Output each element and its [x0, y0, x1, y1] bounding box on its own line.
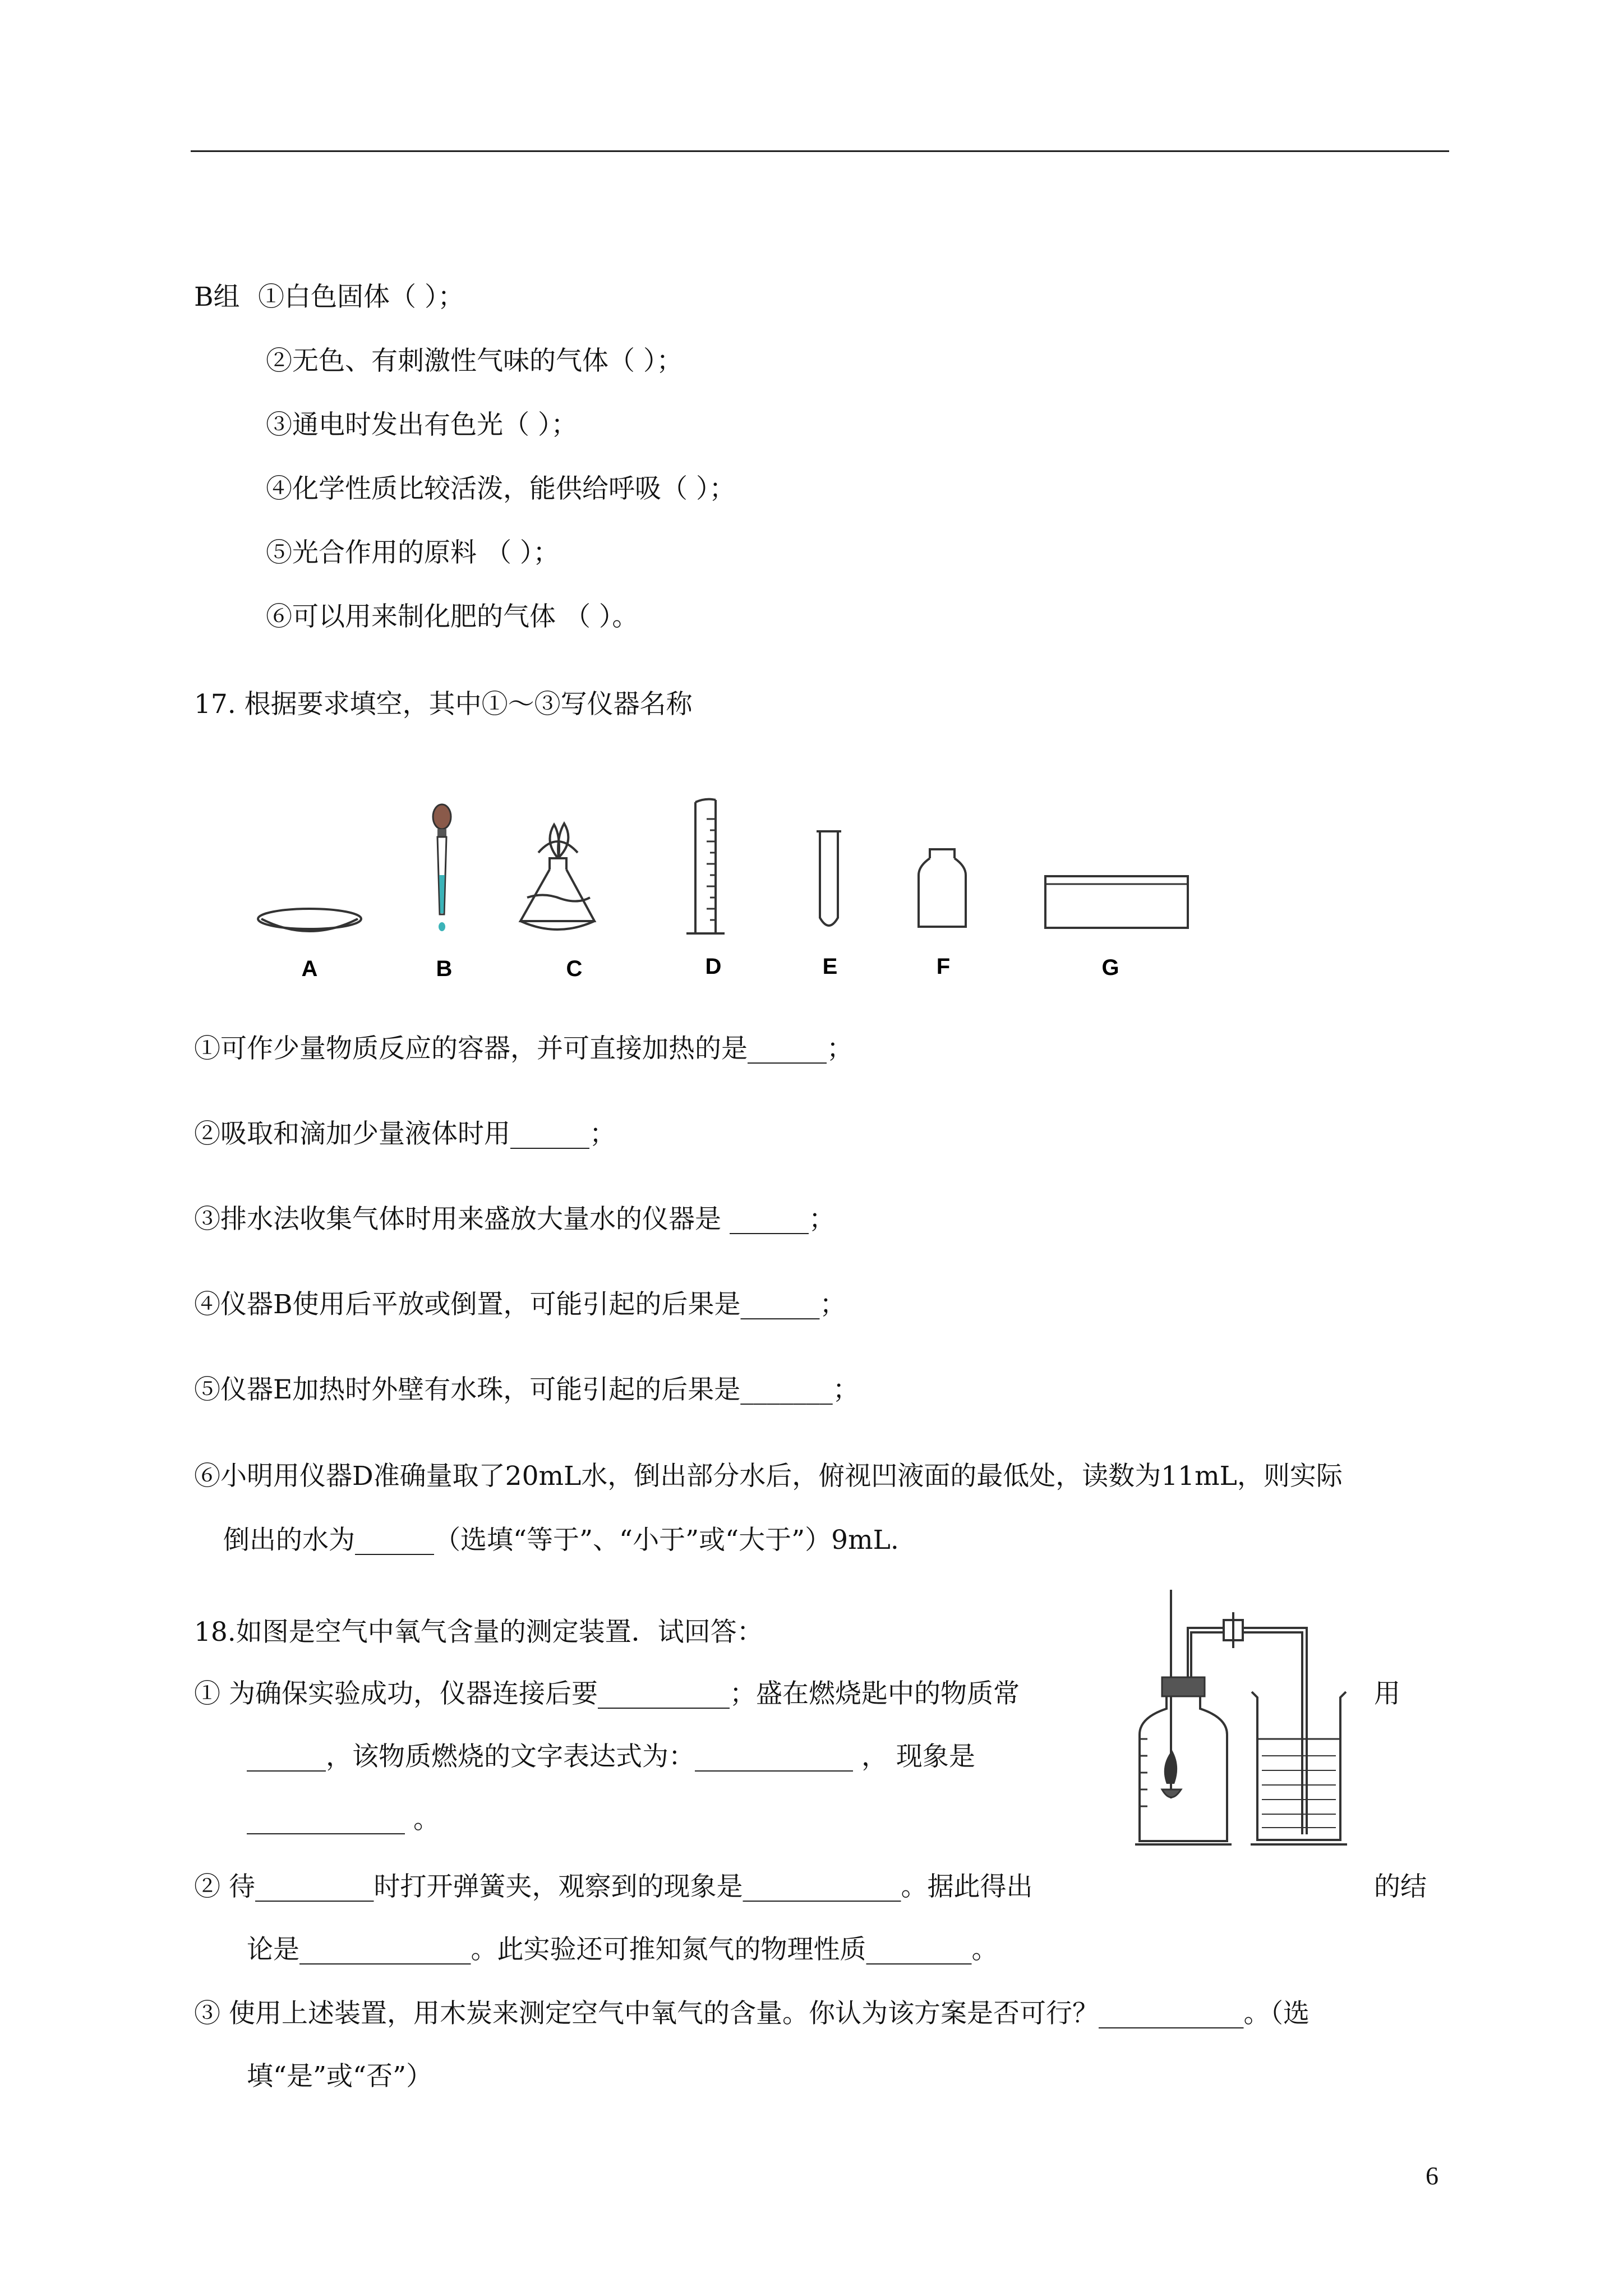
q18-line-5: 论是_____________。此实验还可推知氮气的物理性质________。	[247, 1934, 998, 1965]
q17-item-1: ①可作少量物质反应的容器，并可直接加热的是______；	[194, 1033, 853, 1064]
wide-mouth-bottle-icon	[919, 849, 966, 927]
q17-item-4: ④仪器B使用后平放或倒置，可能引起的后果是______；	[194, 1289, 846, 1320]
apparatus-label-c: C	[566, 956, 583, 981]
q18-line-6: ③ 使用上述装置，用木炭来测定空气中氧气的含量。你认为该方案是否可行？___________。（选	[194, 1998, 1310, 2029]
group-b-item-4: ④化学性质比较活泼，能供给呼吸（ ）；	[266, 473, 736, 504]
q18-line-4: ② 待_________时打开弹簧夹，观察到的现象是____________。据此得出	[194, 1871, 1033, 1902]
apparatus-label-f: F	[936, 954, 951, 979]
apparatus-figure	[247, 797, 1200, 987]
group-b-item-2: ②无色、有刺激性气味的气体（ ）；	[266, 346, 683, 376]
oxygen-apparatus-figure	[1127, 1588, 1363, 1851]
q17-item-6: ⑥小明用仪器D准确量取了20mL水，倒出部分水后，俯视凹液面的最低处，读数为11mL，则实际	[194, 1461, 1343, 1492]
q17-item-2: ②吸取和滴加少量液体时用______；	[194, 1119, 616, 1149]
dropper-icon	[433, 804, 451, 931]
gas-bottle-icon	[1135, 1677, 1232, 1844]
group-b-heading: B组	[194, 282, 240, 312]
apparatus-label-e: E	[822, 954, 838, 979]
test-tube-icon	[817, 831, 841, 926]
q18-title: 18.如图是空气中氧气含量的测定装置．试回答：	[194, 1617, 763, 1648]
q18-line-3: ____________ 。	[247, 1804, 440, 1835]
group-b-item-1: ①白色固体（ ）；	[258, 282, 464, 312]
q18-line-1: ① 为确保实验成功，仪器连接后要__________；盛在燃烧匙中的物质常	[194, 1678, 1020, 1709]
q17-item-3: ③排水法收集气体时用来盛放大量水的仪器是 ______；	[194, 1204, 835, 1235]
water-trough-icon	[1045, 876, 1188, 928]
apparatus-label-g: G	[1101, 955, 1119, 980]
group-b-item-6: ⑥可以用来制化肥的气体 （ ）。	[266, 601, 639, 632]
beaker-icon	[1251, 1692, 1347, 1844]
apparatus-label-b: B	[436, 956, 453, 981]
apparatus-label-a: A	[301, 956, 318, 981]
graduated-cylinder-icon	[686, 799, 725, 933]
evaporating-dish-icon	[258, 909, 361, 931]
q17-item-6-cont: 倒出的水为______（选填“等于”、“小于”或“大于”）9mL.	[223, 1525, 899, 1556]
apparatus-label-d: D	[705, 954, 722, 979]
q17-title: 17. 根据要求填空，其中①～③写仪器名称	[194, 689, 693, 720]
group-b-item-5: ⑤光合作用的原料 （ ）；	[266, 537, 560, 568]
q17-item-5: ⑤仪器E加热时外壁有水珠，可能引起的后果是_______；	[194, 1374, 859, 1405]
q18-line-1-end: 用	[1374, 1678, 1400, 1709]
q18-line-4-end: 的结	[1374, 1871, 1427, 1902]
group-b-item-3: ③通电时发出有色光（ ）；	[266, 409, 578, 440]
q18-line-2: ______，该物质燃烧的文字表达式为：____________ ， 现象是	[247, 1741, 975, 1772]
q18-line-7: 填“是”或“否”）	[247, 2061, 433, 2092]
page-number: 6	[1426, 2161, 1438, 2190]
header-rule	[191, 150, 1449, 152]
spring-clamp-icon	[1224, 1612, 1243, 1648]
alcohol-lamp-icon	[520, 823, 594, 930]
